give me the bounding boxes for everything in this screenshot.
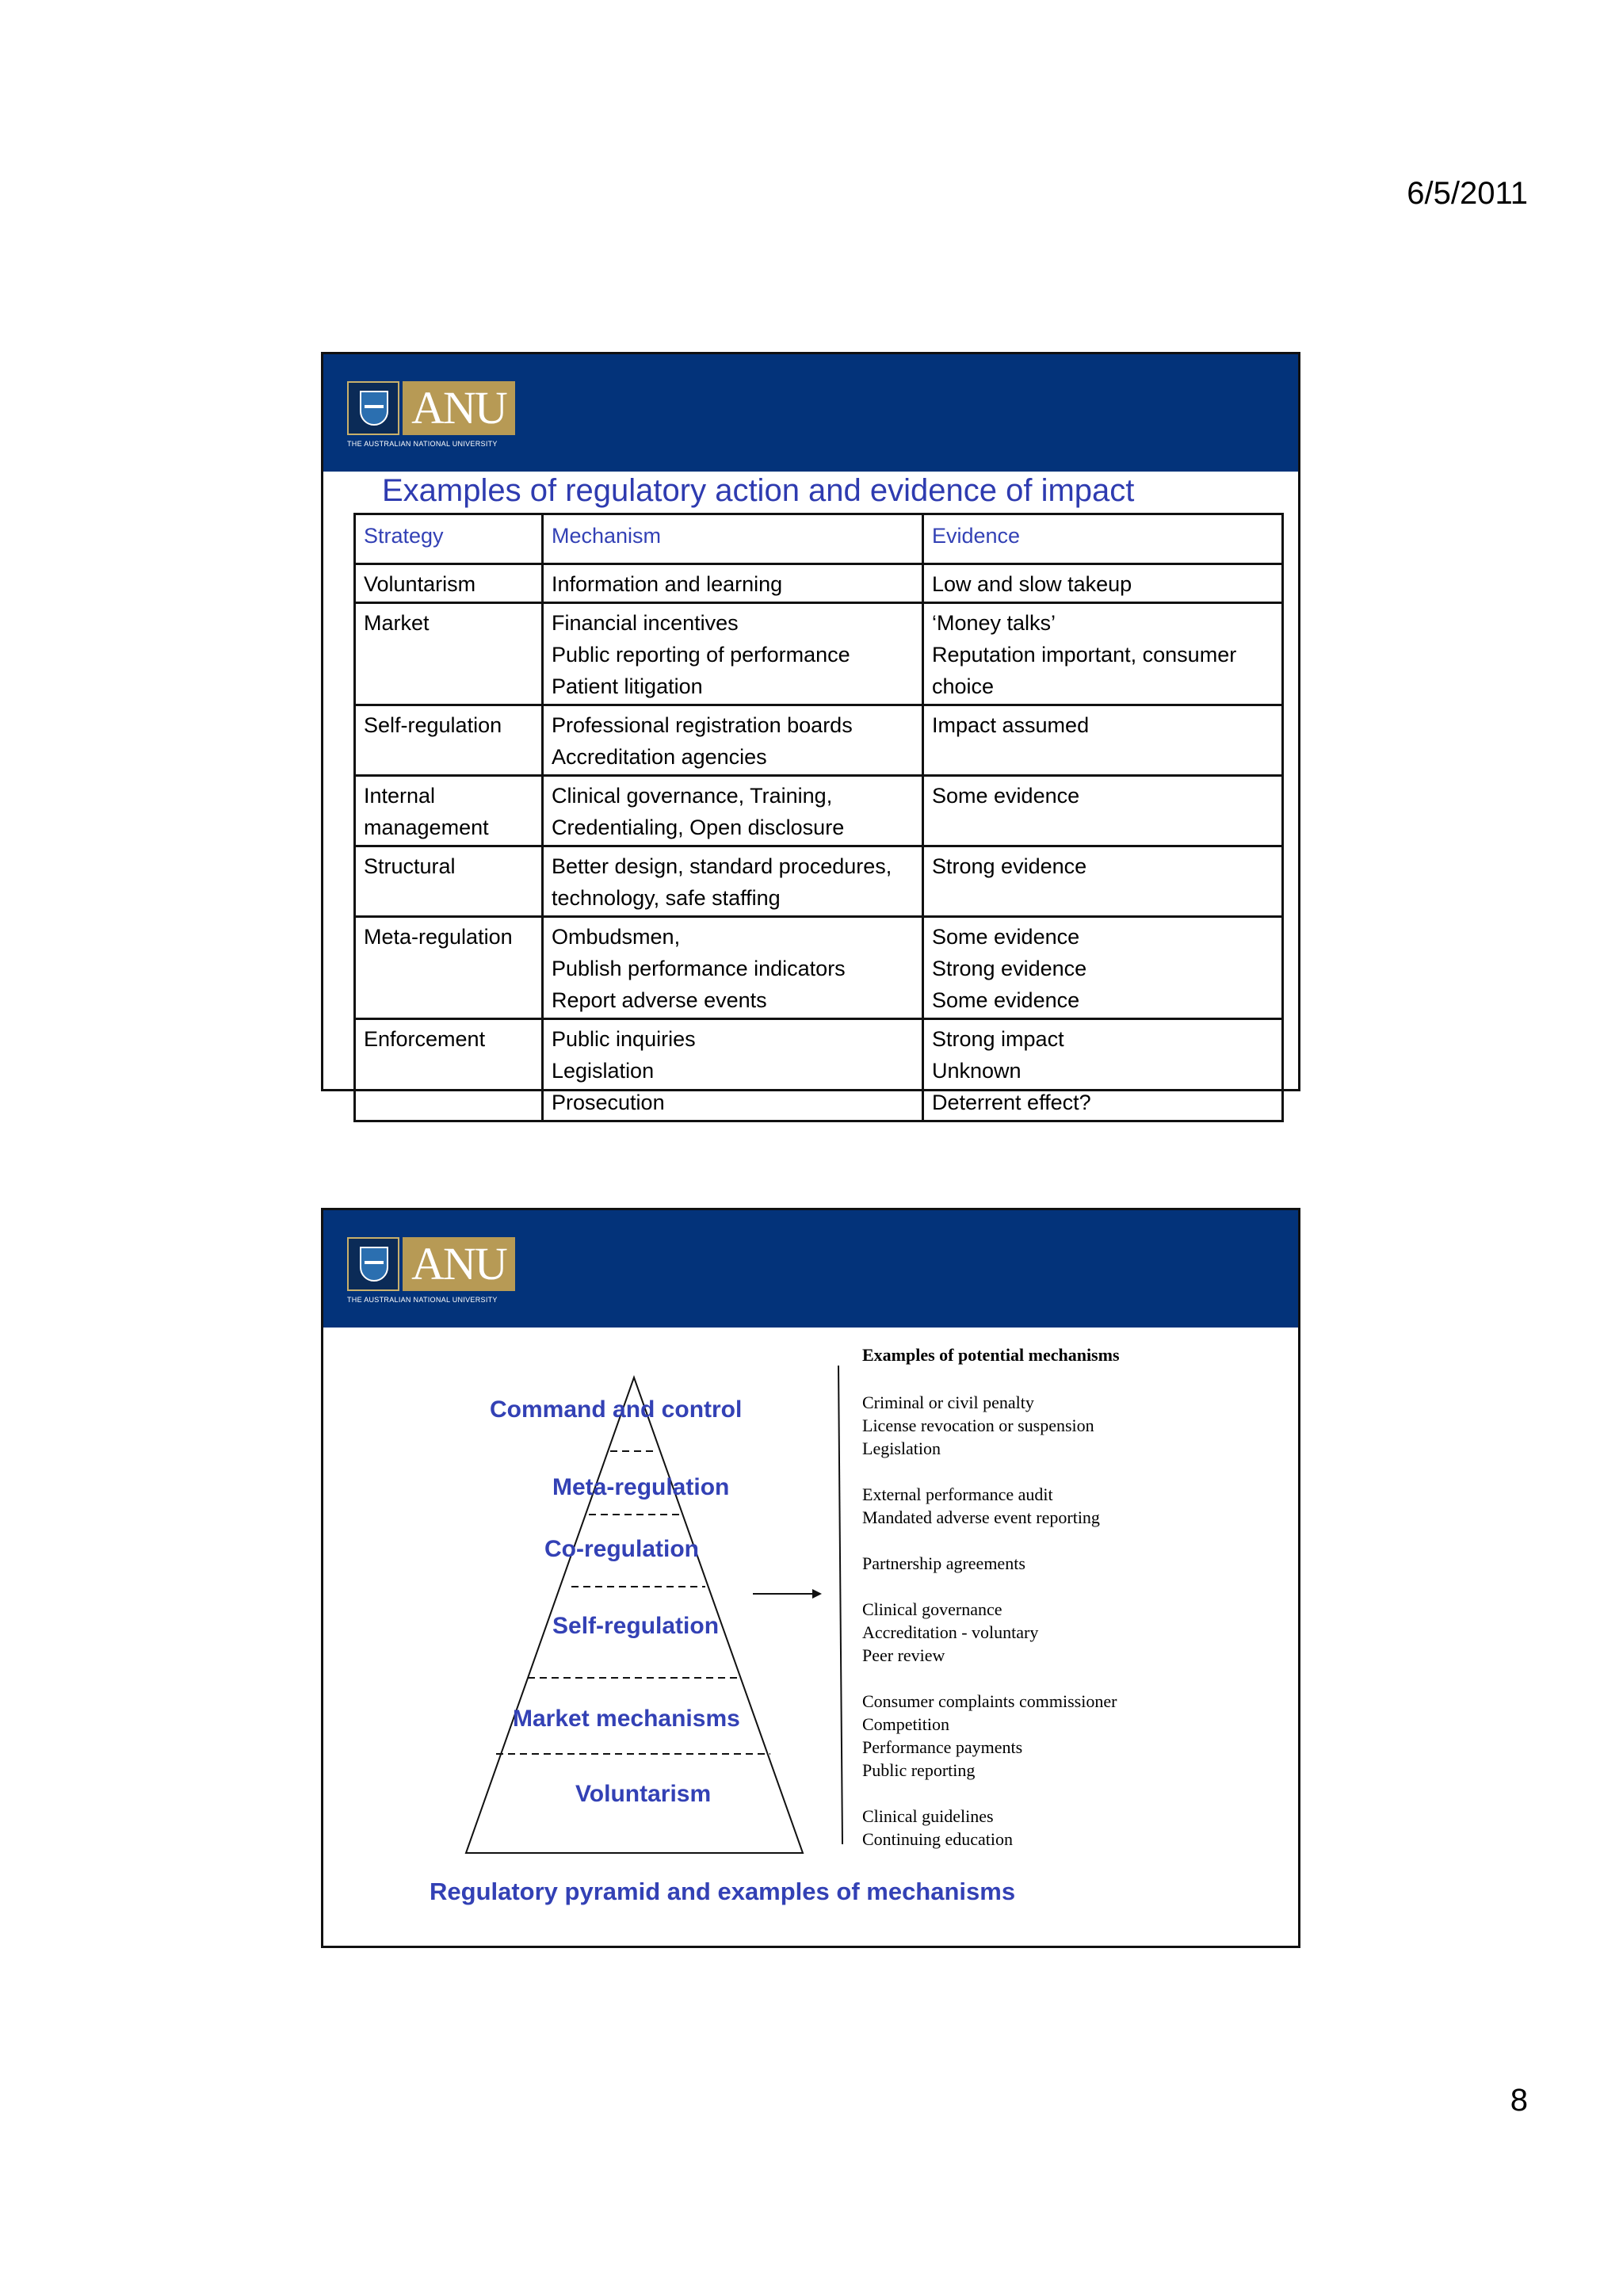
mechanism-line: Public reporting of performance bbox=[552, 643, 850, 667]
cell-evidence bbox=[923, 705, 1283, 776]
table-header-row bbox=[355, 514, 1283, 564]
example-item: Peer review bbox=[862, 1645, 945, 1665]
evidence-line: Some evidence bbox=[932, 784, 1080, 808]
example-group bbox=[862, 1598, 1117, 1667]
pyramid-level-meta: Meta-regulation bbox=[552, 1474, 730, 1500]
mechanism-line: Publish performance indicators bbox=[552, 957, 846, 980]
evidence-line: Reputation important, consumer choice bbox=[932, 643, 1237, 698]
cell-evidence bbox=[923, 564, 1283, 603]
anu-subtitle: THE AUSTRALIAN NATIONAL UNIVERSITY bbox=[347, 440, 498, 448]
cell-strategy bbox=[355, 776, 543, 846]
mechanism-line: Financial incentives bbox=[552, 611, 739, 635]
example-item: Criminal or civil penalty bbox=[862, 1392, 1034, 1412]
example-item: Partnership agreements bbox=[862, 1553, 1025, 1573]
anu-wordmark: ANU bbox=[403, 381, 515, 435]
example-item: Performance payments bbox=[862, 1737, 1023, 1757]
strategy-line: Self-regulation bbox=[364, 713, 502, 737]
slide-title: Examples of regulatory action and evidence of impact bbox=[382, 473, 1135, 508]
mechanism-line: Prosecution bbox=[552, 1091, 665, 1114]
table-row bbox=[355, 1019, 1283, 1121]
cell-evidence bbox=[923, 917, 1283, 1019]
evidence-line: Deterrent effect? bbox=[932, 1091, 1091, 1114]
page-date: 6/5/2011 bbox=[1407, 176, 1528, 211]
table-row bbox=[355, 846, 1283, 917]
strategy-line: Enforcement bbox=[364, 1027, 486, 1051]
cell-mechanism bbox=[543, 705, 923, 776]
mechanism-line: Public inquiries bbox=[552, 1027, 696, 1051]
cell-mechanism bbox=[543, 917, 923, 1019]
vertical-bracket-line bbox=[838, 1366, 842, 1844]
strategy-line: Market bbox=[364, 611, 430, 635]
example-group bbox=[862, 1805, 1117, 1851]
example-item: Public reporting bbox=[862, 1760, 976, 1780]
example-item: Clinical guidelines bbox=[862, 1806, 994, 1826]
header-evidence: Evidence bbox=[923, 514, 1283, 564]
pyramid-level-command: Command and control bbox=[490, 1396, 743, 1423]
example-group bbox=[862, 1391, 1117, 1460]
evidence-line: Low and slow takeup bbox=[932, 572, 1132, 596]
anu-logo bbox=[347, 381, 515, 453]
cell-strategy bbox=[355, 564, 543, 603]
evidence-line: Impact assumed bbox=[932, 713, 1090, 737]
strategy-line: Internal management bbox=[364, 784, 489, 839]
cell-evidence bbox=[923, 846, 1283, 917]
example-item: External performance audit bbox=[862, 1484, 1053, 1504]
pyramid-level-co: Co-regulation bbox=[544, 1536, 699, 1562]
table-row bbox=[355, 917, 1283, 1019]
mechanism-line: Clinical governance, Training, Credentialing, Open disclosure bbox=[552, 784, 845, 839]
example-item: Accreditation - voluntary bbox=[862, 1622, 1039, 1642]
example-item: Legislation bbox=[862, 1438, 941, 1458]
strategy-line: Meta-regulation bbox=[364, 925, 513, 949]
mechanism-line: Patient litigation bbox=[552, 674, 703, 698]
evidence-line: Some evidence bbox=[932, 988, 1080, 1012]
slide-regulatory-action bbox=[321, 352, 1300, 1114]
regulatory-pyramid-diagram bbox=[323, 1210, 1298, 1947]
anu-subtitle: THE AUSTRALIAN NATIONAL UNIVERSITY bbox=[347, 1296, 498, 1304]
evidence-line: Strong evidence bbox=[932, 854, 1087, 878]
cell-strategy bbox=[355, 705, 543, 776]
page-number: 8 bbox=[1510, 2083, 1528, 2118]
slide-regulatory-pyramid bbox=[321, 1208, 1300, 1948]
example-group bbox=[862, 1690, 1117, 1782]
pyramid-level-market: Market mechanisms bbox=[513, 1706, 740, 1732]
table-row bbox=[355, 776, 1283, 846]
example-item: Consumer complaints commissioner bbox=[862, 1691, 1117, 1711]
cell-mechanism bbox=[543, 846, 923, 917]
cell-strategy bbox=[355, 846, 543, 917]
regulation-table bbox=[353, 513, 1284, 1122]
example-item: Mandated adverse event reporting bbox=[862, 1507, 1100, 1527]
cell-evidence bbox=[923, 776, 1283, 846]
header-band bbox=[323, 354, 1298, 472]
cell-mechanism bbox=[543, 776, 923, 846]
pyramid-level-self: Self-regulation bbox=[552, 1613, 720, 1639]
table-row bbox=[355, 603, 1283, 705]
cell-mechanism bbox=[543, 603, 923, 705]
table-row bbox=[355, 564, 1283, 603]
cell-mechanism bbox=[543, 1019, 923, 1121]
cell-strategy bbox=[355, 1019, 543, 1121]
anu-crest-icon bbox=[347, 381, 399, 435]
mechanism-line: Accreditation agencies bbox=[552, 745, 767, 769]
cell-evidence bbox=[923, 1019, 1283, 1121]
table-row bbox=[355, 705, 1283, 776]
pyramid-level-voluntarism: Voluntarism bbox=[575, 1781, 712, 1807]
strategy-line: Structural bbox=[364, 854, 456, 878]
mechanism-line: Information and learning bbox=[552, 572, 783, 596]
mechanism-line: Professional registration boards bbox=[552, 713, 853, 737]
evidence-line: Some evidence bbox=[932, 925, 1080, 949]
mechanism-line: Legislation bbox=[552, 1059, 655, 1083]
examples-list bbox=[862, 1391, 1117, 1874]
evidence-line: ‘Money talks’ bbox=[932, 611, 1056, 635]
cell-evidence bbox=[923, 603, 1283, 705]
example-group bbox=[862, 1552, 1117, 1575]
header-strategy: Strategy bbox=[355, 514, 543, 564]
example-item: Clinical governance bbox=[862, 1599, 1002, 1619]
header-mechanism: Mechanism bbox=[543, 514, 923, 564]
evidence-line: Strong evidence bbox=[932, 957, 1087, 980]
anu-wordmark: ANU bbox=[403, 1237, 515, 1291]
cell-mechanism bbox=[543, 564, 923, 603]
examples-title: Examples of potential mechanisms bbox=[862, 1345, 1120, 1365]
mechanism-line: Report adverse events bbox=[552, 988, 767, 1012]
cell-strategy bbox=[355, 603, 543, 705]
arrow-head-icon bbox=[812, 1589, 822, 1599]
mechanism-line: Ombudsmen, bbox=[552, 925, 681, 949]
pyramid-caption: Regulatory pyramid and examples of mechanisms bbox=[430, 1878, 1016, 1905]
cell-strategy bbox=[355, 917, 543, 1019]
example-item: License revocation or suspension bbox=[862, 1415, 1094, 1435]
example-group bbox=[862, 1483, 1117, 1529]
example-item: Continuing education bbox=[862, 1829, 1014, 1849]
strategy-line: Voluntarism bbox=[364, 572, 476, 596]
mechanism-line: Better design, standard procedures, technology, safe staffing bbox=[552, 854, 892, 910]
example-item: Competition bbox=[862, 1714, 949, 1734]
evidence-line: Unknown bbox=[932, 1059, 1022, 1083]
evidence-line: Strong impact bbox=[932, 1027, 1064, 1051]
